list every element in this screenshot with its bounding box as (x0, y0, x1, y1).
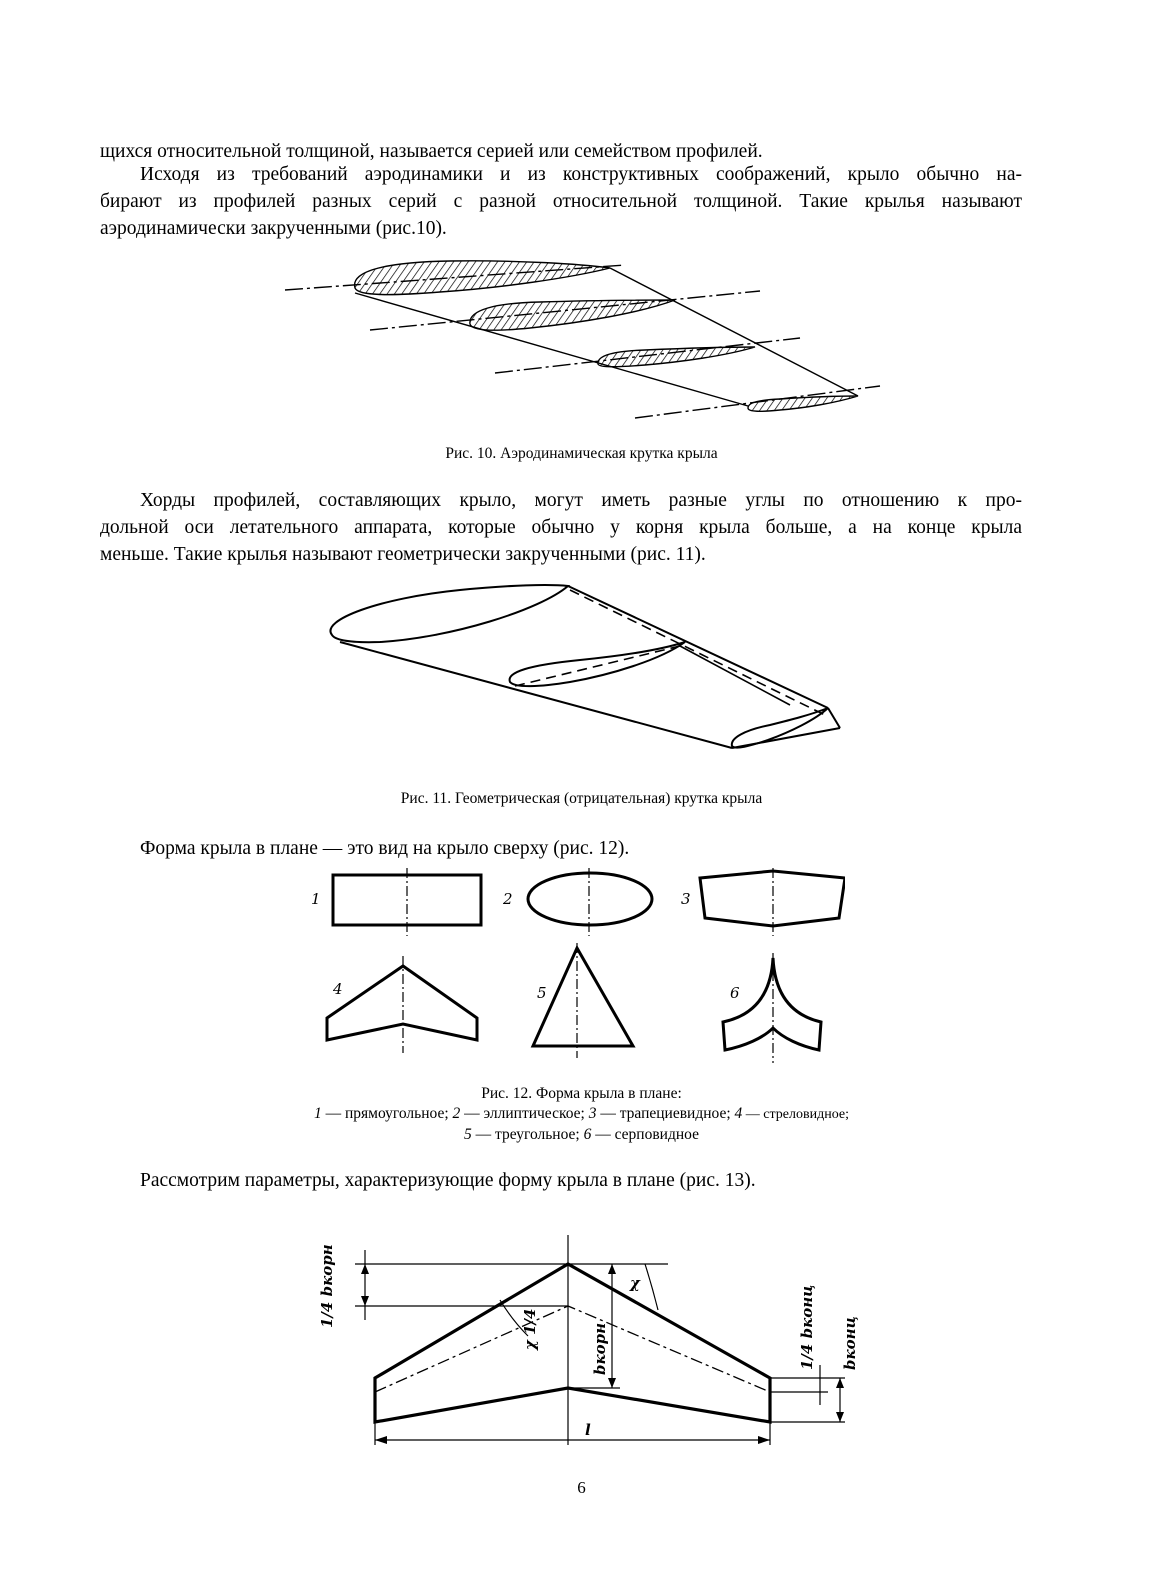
planform-label: 6 (730, 984, 740, 1002)
figure-12-planforms (305, 868, 845, 1068)
figure-12-caption-title: Рис. 12. Форма крыла в плане: (481, 1085, 682, 1102)
planform-label: 4 (333, 980, 343, 998)
caption-item-text: — серповидное (591, 1126, 699, 1143)
airfoil-profile-tip (732, 708, 828, 748)
caption-item-text: — прямоугольное; (321, 1105, 453, 1122)
paragraph-aerodynamic-twist (100, 161, 1022, 242)
arrowhead (836, 1412, 844, 1422)
trailing-edge-line (568, 586, 828, 708)
figure-11-caption: Рис. 11. Геометрическая (отрицательная) крутка крыла (400, 790, 763, 807)
arrowhead (608, 1264, 616, 1274)
caption-item-text: — стреловидное; (742, 1107, 849, 1122)
text-line: Рассмотрим параметры, характеризующие форму крыла в плане (рис. 13). (140, 1170, 756, 1191)
caption-item-number: 1 (314, 1105, 322, 1122)
caption-item-text: — треугольное; (471, 1126, 584, 1143)
sweep-angle-arc (645, 1264, 658, 1310)
label-span: l (585, 1421, 591, 1439)
text-line: меньше. Такие крылья называют геометрически закрученными (рис. 11). (100, 544, 706, 565)
paragraph-planform (140, 835, 1062, 862)
quarter-chord-line (375, 1306, 770, 1392)
planform-label: 3 (681, 890, 691, 908)
swept-wing-outline (375, 1264, 770, 1422)
arrowhead (608, 1378, 616, 1388)
text-line: Хорды профилей, составляющих крыло, могут иметь разные углы по отношению к про- (140, 490, 1022, 511)
leading-edge-line (340, 642, 732, 748)
text-line: Форма крыла в плане — это вид на крыло сверху (рис. 12). (140, 838, 630, 859)
planform-triangular (533, 948, 633, 1046)
text-line: щихся относительной толщиной, называется серией или семейством профилей. (100, 141, 763, 162)
arrowhead (758, 1436, 770, 1444)
airfoil-profile-root (330, 585, 568, 642)
airfoil-profile (598, 347, 755, 367)
airfoil-profile-tip (748, 396, 858, 411)
arrowhead (836, 1378, 844, 1388)
arrowhead (361, 1296, 369, 1306)
tip-edge-line (828, 708, 840, 728)
caption-item-number: 5 (464, 1126, 472, 1143)
caption-item-number: 3 (588, 1105, 597, 1122)
caption-item-number: 4 (734, 1105, 743, 1122)
label-quarter-root-chord: 1/4 bкорн (318, 1244, 336, 1328)
text-line: бирают из профилей разных серий с разной относительной толщиной. Такие крылья называют (100, 191, 1022, 212)
caption-item-text: — трапециевидное; (596, 1105, 735, 1122)
label-root-chord: bкорн (591, 1322, 609, 1375)
text-line: аэродинамически закрученными (рис.10). (100, 218, 447, 239)
planform-elliptical (528, 873, 652, 925)
airfoil-profile-root (355, 261, 610, 295)
paragraph-planform-parameters (140, 1167, 1062, 1194)
arrowhead (361, 1264, 369, 1274)
figure-12-caption-items-line2 (0, 1125, 1163, 1145)
figure-11-geometric-twist (320, 580, 850, 765)
planform-crescent (723, 958, 821, 1050)
figure-13-planform-parameters (300, 1230, 870, 1470)
label-quarter-sweep-angle: χ 1/4 (521, 1308, 539, 1350)
planform-label: 2 (503, 890, 513, 908)
airfoil-profile-middle (510, 642, 685, 686)
caption-item-number: 6 (583, 1126, 592, 1143)
chord-connector (680, 646, 790, 705)
planform-label: 1 (311, 890, 321, 908)
page-number: 6 (577, 1478, 586, 1497)
arrowhead (375, 1436, 387, 1444)
caption-item-number: 2 (452, 1105, 461, 1122)
figure-10-aerodynamic-twist (280, 258, 890, 428)
figure-10-caption: Рис. 10. Аэродинамическая крутка крыла (445, 445, 718, 462)
paragraph-geometric-twist (100, 487, 1022, 568)
label-quarter-tip-chord: 1/4 bконц (798, 1284, 816, 1370)
airfoil-profile (470, 300, 675, 330)
label-sweep-angle: χ (630, 1274, 640, 1292)
planform-swept (327, 966, 477, 1040)
chord-line-dashed (570, 590, 825, 715)
label-tip-chord: bконц (841, 1316, 859, 1370)
caption-item-text: — эллиптическое; (460, 1105, 589, 1122)
figure-12-caption-items-line1 (0, 1104, 1163, 1125)
text-line: дольной оси летательного аппарата, которые обычно у корня крыла больше, а на конце крыла (100, 517, 1022, 538)
planform-label: 5 (537, 984, 547, 1002)
text-line: Исходя из требований аэродинамики и из конструктивных соображений, крыло обычно на- (140, 164, 1022, 185)
